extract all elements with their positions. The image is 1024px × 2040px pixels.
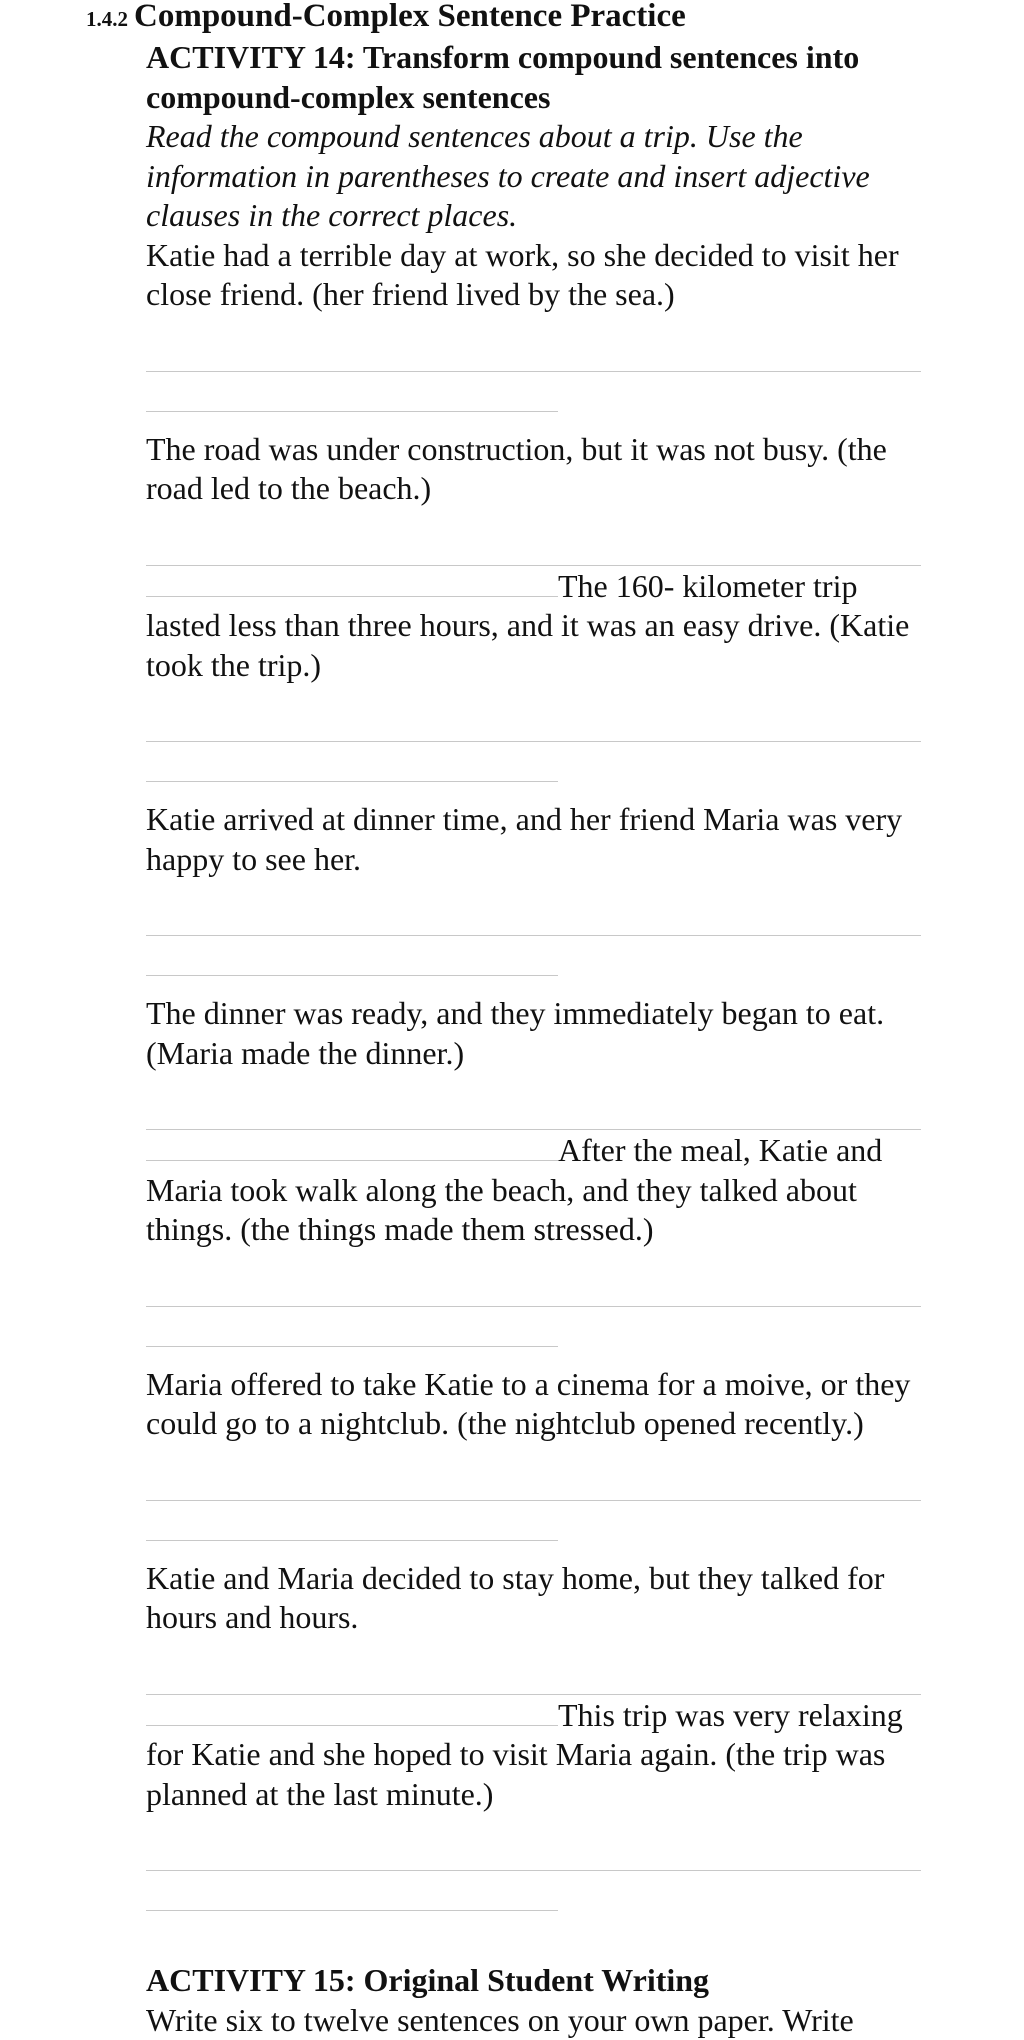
answer-line-short[interactable] <box>146 1540 558 1541</box>
answer-line-short[interactable] <box>146 1346 558 1347</box>
activity-15-heading: ACTIVITY 15: Original Student Writing <box>146 1961 926 2001</box>
answer-line[interactable] <box>146 371 921 372</box>
answer-line[interactable] <box>146 1306 921 1307</box>
exercise-sentence: The dinner was ready, and they immediately began to eat. (Maria made the dinner.) <box>146 994 926 1073</box>
exercise-item <box>146 566 926 686</box>
exercise-sentence: After the meal, Katie and Maria took walk along the beach, and they talked about things. (the things made them stressed.) <box>146 1132 882 1247</box>
answer-line-short[interactable] <box>146 411 558 412</box>
activity-14-instructions: Read the compound sentences about a trip. Use the information in parentheses to create and insert adjective clauses in the correct places. <box>146 117 926 236</box>
activity-14-heading: ACTIVITY 14: Transform compound sentences into compound-complex sentences <box>146 38 926 117</box>
exercise-item <box>146 1695 926 1815</box>
worksheet-content <box>146 38 926 2040</box>
answer-line[interactable] <box>146 1500 921 1501</box>
exercise-sentence: Maria offered to take Katie to a cinema for a moive, or they could go to a nightclub. (the nightclub opened recently.) <box>146 1365 926 1444</box>
answer-line-short[interactable] <box>146 1910 558 1911</box>
answer-line[interactable] <box>146 741 921 742</box>
answer-line-short[interactable] <box>146 1695 558 1726</box>
answer-line[interactable] <box>146 935 921 936</box>
answer-line-short[interactable] <box>146 781 558 782</box>
exercise-sentence: The road was under construction, but it was not busy. (the road led to the beach.) <box>146 430 926 509</box>
exercise-sentence: Katie arrived at dinner time, and her friend Maria was very happy to see her. <box>146 800 926 879</box>
activity-15-instructions: Write six to twelve sentences on your own paper. Write <box>146 2001 926 2040</box>
answer-line-short[interactable] <box>146 566 558 597</box>
exercise-item <box>146 1130 926 1250</box>
exercise-sentence: Katie and Maria decided to stay home, but they talked for hours and hours. <box>146 1559 926 1638</box>
answer-line-short[interactable] <box>146 1130 558 1161</box>
answer-line-short[interactable] <box>146 975 558 976</box>
exercise-sentence: Katie had a terrible day at work, so she decided to visit her close friend. (her friend lived by the sea.) <box>146 236 926 315</box>
exercise-sentence: The 160- kilometer trip lasted less than three hours, and it was an easy drive. (Katie took the trip.) <box>146 568 909 683</box>
answer-line[interactable] <box>146 1870 921 1871</box>
section-number: 1.4.2 <box>86 7 128 31</box>
exercise-sentence: This trip was very relaxing for Katie and she hoped to visit Maria again. (the trip was planned at the last minute.) <box>146 1697 903 1812</box>
section-header <box>86 0 686 38</box>
section-title: Compound-Complex Sentence Practice <box>134 0 686 34</box>
